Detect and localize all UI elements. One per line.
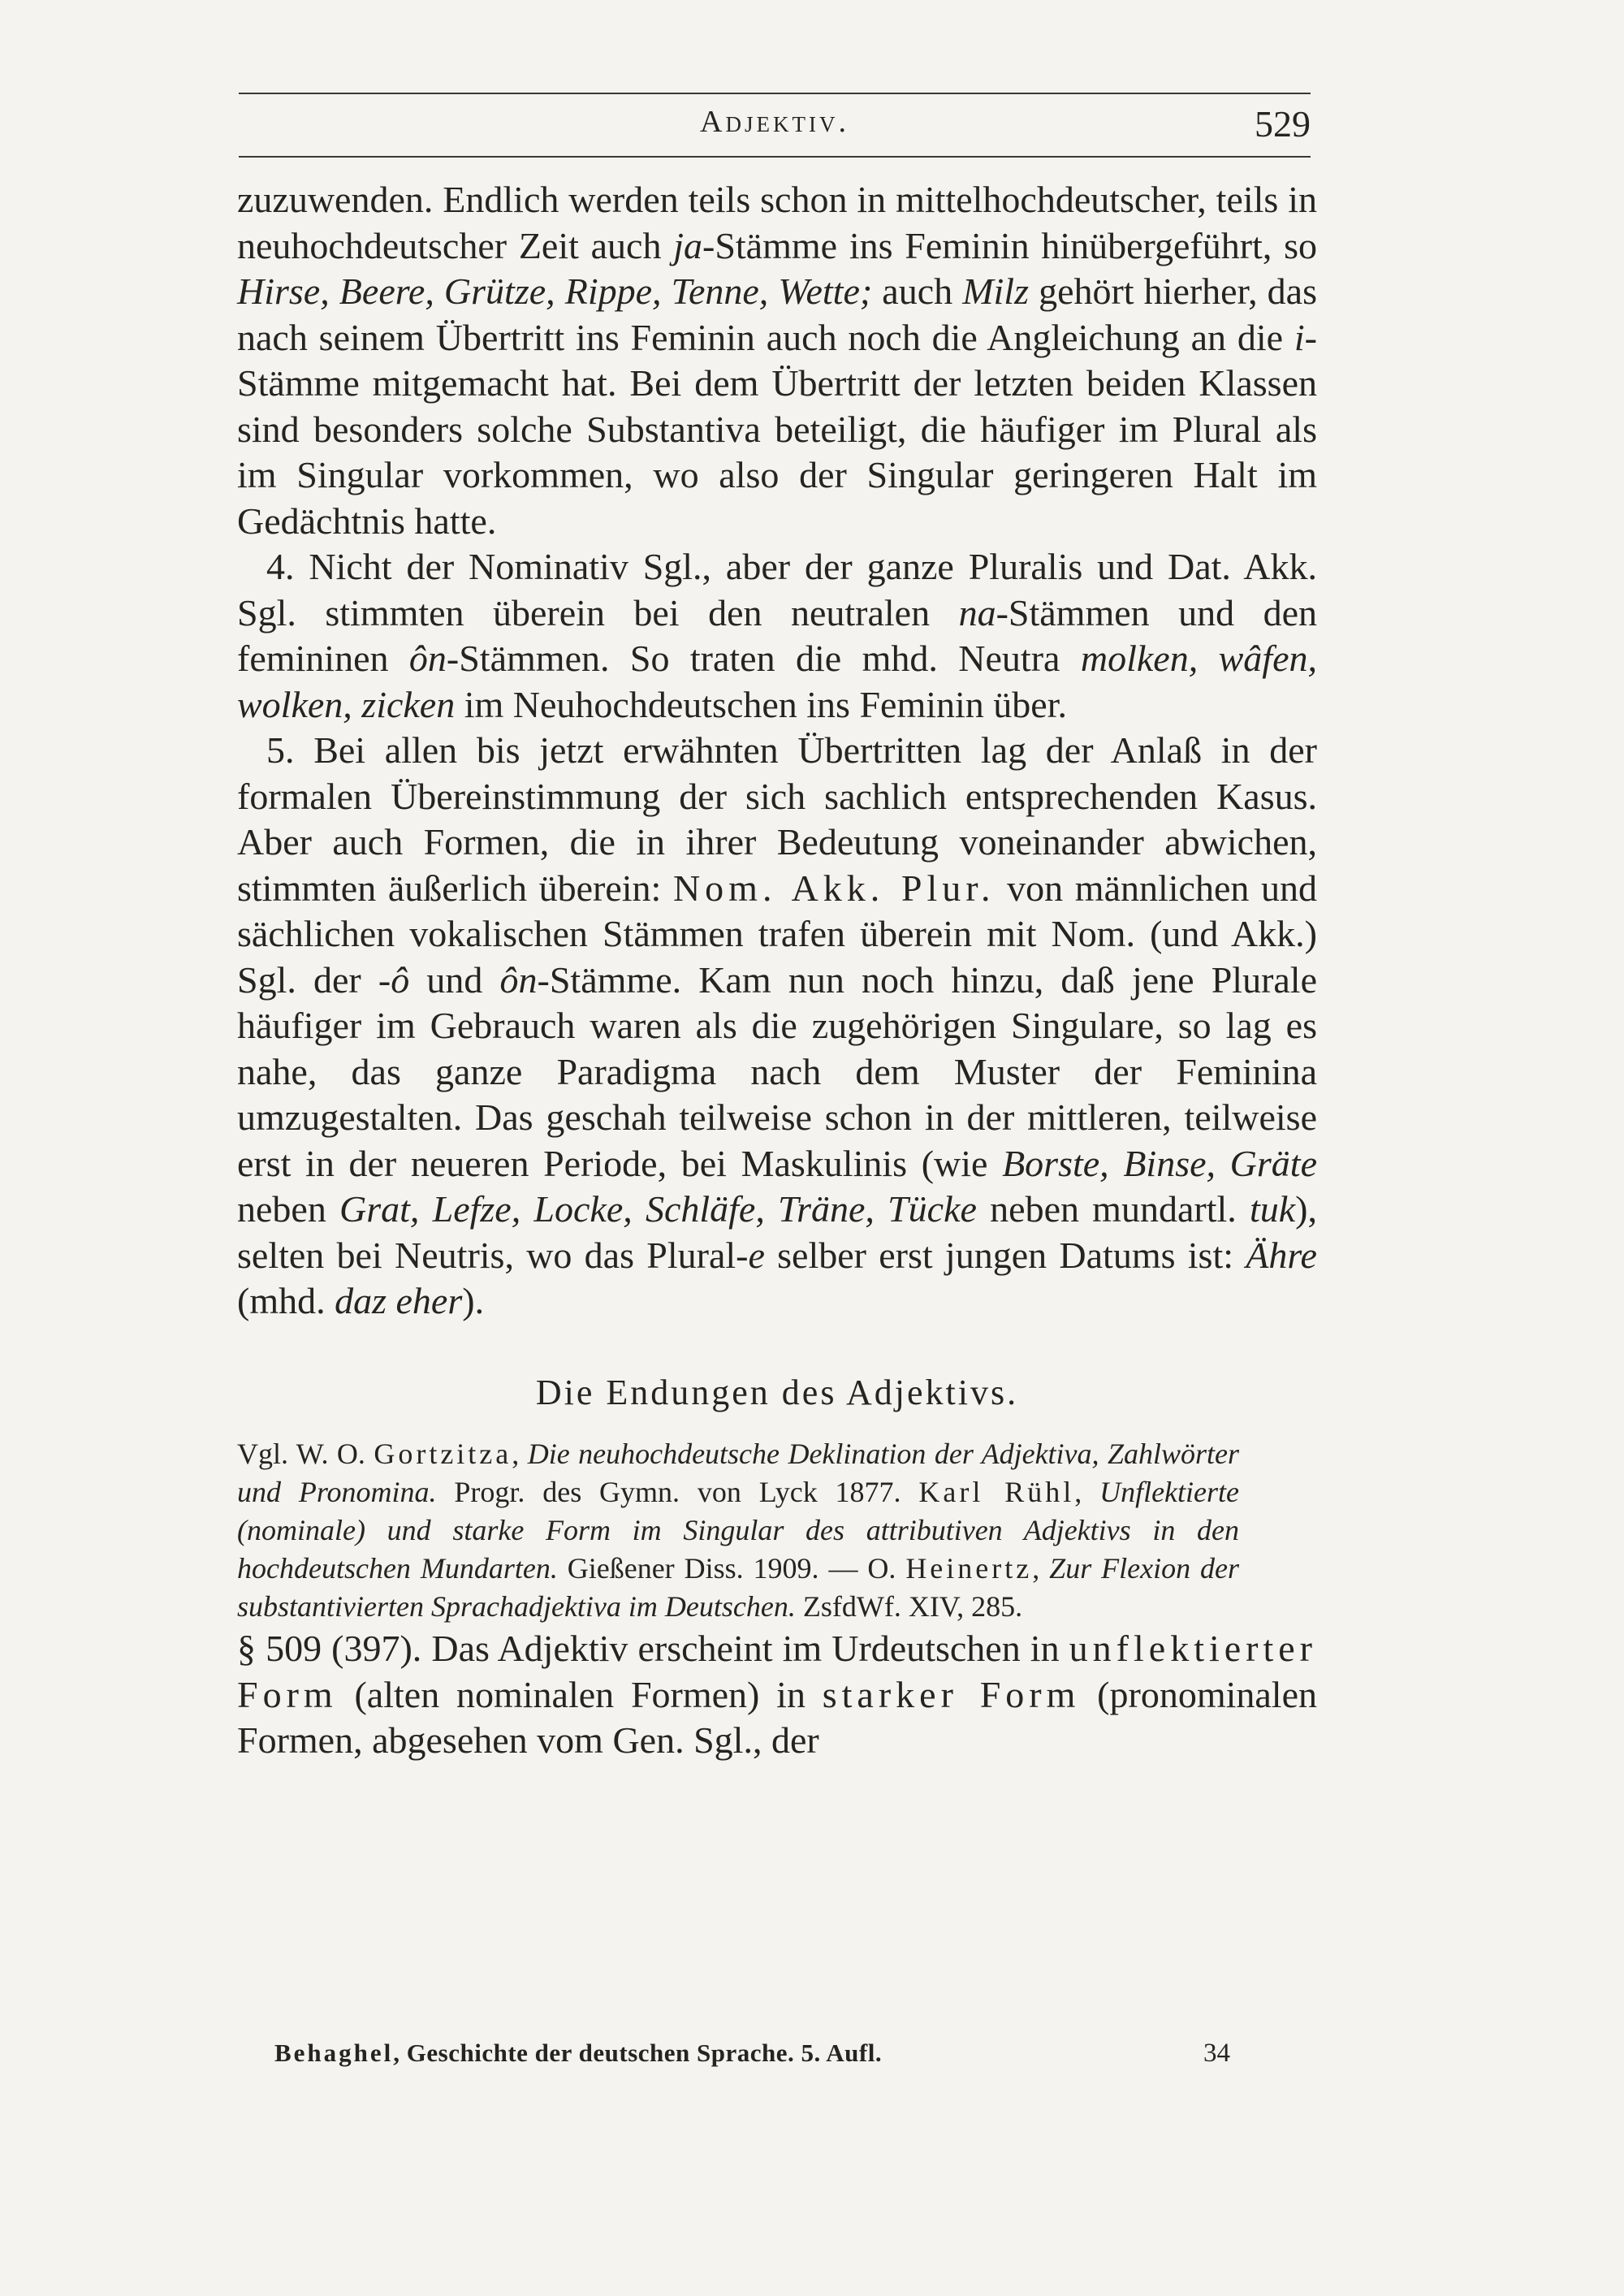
footer-author: Behaghel [274, 2039, 394, 2067]
footer-citation-text: , Geschichte der deutschen Sprache. 5. Aufl. [393, 2039, 883, 2067]
italic-run: tuk [1249, 1188, 1296, 1230]
text-run: § 509 (397). Das Adjektiv erscheint im Urdeutschen in [237, 1628, 1069, 1669]
work-title: Die neuhochdeutsche Deklination der Adjektiva, Zahlwörter und Pronomina. [237, 1438, 1240, 1508]
text-run: ZsfdWf. XIV, 285. [795, 1590, 1023, 1623]
sheet-number: 34 [1203, 2039, 1230, 2068]
text-run: 5. Bei allen bis jetzt erwähnten Übertritten lag der Anlaß in der formalen Übereinstimmung der sich sachlich entsprechenden Kasus. Aber auch Formen, die in ihrer Bedeutung voneinander abwichen, stimmten äußerlich überein: [237, 729, 1317, 909]
italic-run: ôn [408, 638, 447, 679]
spaced-run: unflektierter Form [237, 1628, 1317, 1715]
text-run: auch [872, 270, 963, 312]
italic-run: Ähre [1246, 1234, 1317, 1276]
text-run: neben [237, 1188, 340, 1230]
work-title: Zur Flexion der substantivierten Sprachadjektiva im Deutschen. [237, 1552, 1239, 1623]
author-name: Heinertz [905, 1552, 1033, 1585]
italic-run: Hirse, Beere, Grütze, Rippe, Tenne, Wette; [237, 270, 873, 312]
header-top-rule [239, 93, 1311, 94]
section-heading: Die Endungen des Adjektivs. [535, 1372, 1019, 1412]
text-run: -Stämme. Kam nun noch hinzu, daß jene Plurale häufiger im Gebrauch waren als die zugehörigen Singulare, so lag es nahe, das ganze Paradigma nach dem Muster der Feminina umzugestalten. Das geschah teilweise schon in der mittleren, teilweise erst in der neueren Periode, bei Maskulinis (wie [237, 958, 1317, 1184]
text-run: neben mundartl. [976, 1188, 1250, 1230]
author-name: Karl Rühl [918, 1476, 1075, 1508]
running-header-title: Adjektiv. [700, 105, 849, 139]
text-run: zuzuwenden. Endlich werden teils schon in mittelhochdeutscher, teils in neuhochdeutscher Zeit auch [237, 179, 1317, 266]
work-title: Unflektierte (nominale) und starke Form im Singular des attributiven Adjektivs in den hochdeutschen Mundarten. [237, 1476, 1240, 1585]
text-run: -Stämme mitgemacht hat. Bei dem Übertritt der letzten beiden Klassen sind besonders solche Substantiva beteiligt, die häufiger im Plural als im Singular vorkommen, wo also der Singular geringeren Halt im Gedächtnis hatte. [237, 316, 1317, 542]
text-run: -Stämme ins Feminin hinübergeführt, so [702, 224, 1317, 266]
italic-run: Grat, Lefze, Locke, Schläfe, Träne, Tücke [339, 1188, 977, 1230]
italic-run: e [748, 1234, 765, 1276]
text-run: ), selten bei Neutris, wo das Plural- [237, 1188, 1317, 1276]
text-run: und [409, 958, 500, 1001]
bibliography-note [237, 1435, 1239, 1626]
text-run: selber erst jungen Datums ist: [764, 1234, 1246, 1276]
italic-run: i [1294, 316, 1305, 358]
footer-citation [274, 2039, 882, 2068]
header-bottom-rule [239, 156, 1311, 158]
text-run: , [1074, 1476, 1100, 1508]
page-number: 529 [1255, 103, 1311, 145]
text-run: gehört hierher, das nach seinem Übertritt ins Feminin auch noch die Angleichung an die [237, 270, 1317, 358]
text-run: , [1032, 1552, 1050, 1585]
text-run: -Stämmen. So traten die mhd. Neutra [446, 638, 1081, 679]
italic-run: Borste, Binse, Gräte [1002, 1142, 1317, 1184]
italic-run: ôn [499, 958, 538, 1001]
italic-run: Milz [962, 270, 1029, 312]
paragraph-509 [237, 1626, 1317, 1764]
spaced-run: starker Form [822, 1673, 1081, 1715]
paragraph-5 [237, 728, 1317, 1325]
paragraph-4 [237, 544, 1317, 728]
text-run: , [512, 1438, 528, 1470]
paragraph-continuation [237, 177, 1317, 544]
text-run: Vgl. W. O. [237, 1438, 374, 1470]
body-text [237, 177, 1317, 1764]
text-run: -Stämmen und den femininen [237, 591, 1317, 679]
italic-run: na [958, 591, 996, 633]
text-run: im Neuhochdeutschen ins Feminin über. [455, 683, 1068, 725]
text-run: von männlichen und sächlichen vokalischen Stämmen trafen überein mit Nom. (und Akk.) Sgl. der [237, 867, 1318, 1001]
text-run: Gießener Diss. 1909. — O. [557, 1552, 906, 1585]
spaced-run: Nom. Akk. Plur. [672, 867, 996, 909]
italic-run: daz eher [335, 1280, 463, 1321]
text-run: Progr. des Gymn. von Lyck 1877. [436, 1476, 919, 1508]
text-run: (pronominalen Formen, abgesehen vom Gen. Sgl., der [237, 1673, 1317, 1761]
italic-run: ja [673, 224, 702, 266]
text-run: (mhd. [237, 1280, 335, 1321]
text-run: (alten nominalen Formen) in [337, 1673, 823, 1715]
italic-run: -ô [378, 958, 410, 1001]
text-run: 4. Nicht der Nominativ Sgl., aber der ganze Pluralis und Dat. Akk. Sgl. stimmten überein bei den neutralen [237, 546, 1317, 633]
italic-run: molken, wâfen, wolken, zicken [237, 638, 1317, 725]
author-name: Gortzitza [374, 1438, 512, 1470]
text-run: ). [462, 1280, 485, 1321]
